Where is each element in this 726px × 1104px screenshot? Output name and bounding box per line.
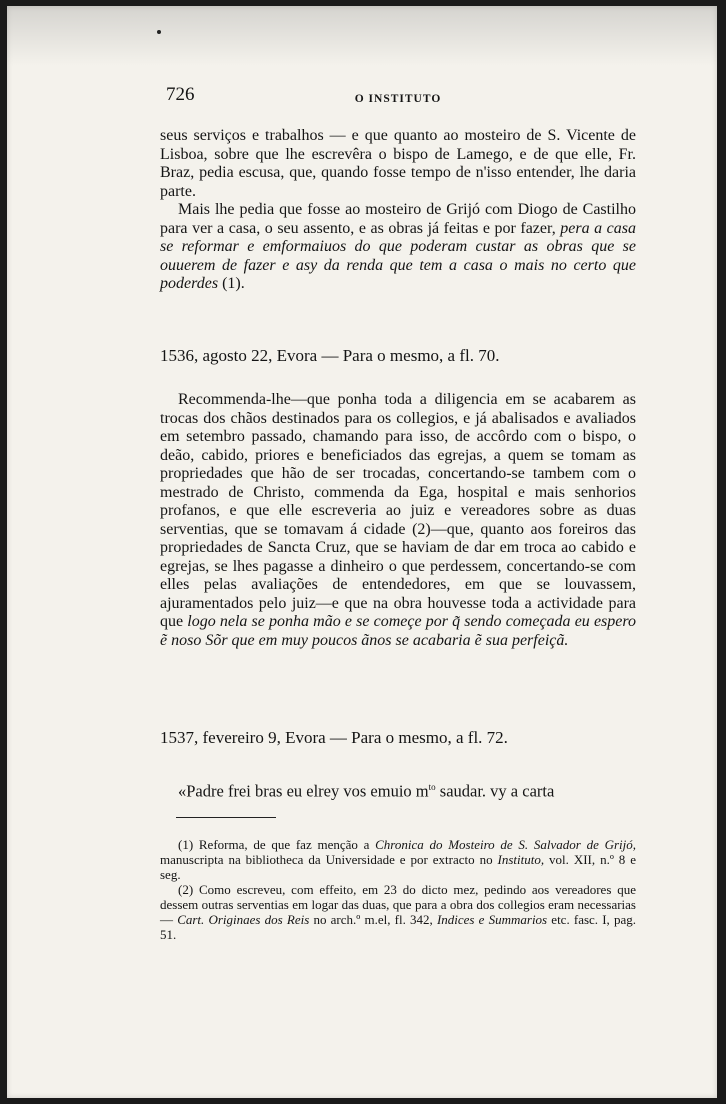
entry-heading-1536: 1536, agosto 22, Evora — Para o mesmo, a fl. 70.: [160, 346, 500, 365]
page-number: 726: [166, 84, 195, 105]
page-header: [160, 84, 636, 110]
entry-heading-1537: 1537, fevereiro 9, Evora — Para o mesmo, a fl. 72.: [160, 728, 508, 747]
footnote-2: [160, 882, 636, 942]
entry-1537-body: [160, 778, 636, 801]
footnote-1: [160, 837, 636, 882]
intro-section: [160, 127, 636, 294]
footnote-2-text-a: (2) Como escreveu, com effeito, em 23 do dicto mez, pedindo aos vereadores que dessem outras serventias em logar das duas, que para a obra dos collegios eram necessarias —: [160, 882, 636, 927]
letter-opening: [160, 778, 636, 801]
entry-1536-body: [160, 391, 636, 650]
paragraph-continued: seus serviços e trabalhos — e que quanto ao mosteiro de S. Vicente de Lisboa, sobre que lhe escrevêra o bispo de Lamego, e de que elle, Fr. Braz, pedia escusa, que, quando fosse tempo de n'isso entender, lhe daria parte.: [160, 127, 636, 200]
paragraph-recommenda-text: Recommenda-lhe—que ponha toda a diligencia em se acabarem as trocas dos chãos destinados para os collegios, e já abalisados e avaliados em setembro passado, chamando para isso, de accôrdo com o bispo, o deão, cabido, priores e beneficiados das egrejas, a quem se tomam as propriedades que hão de ser trocadas, concertando-se tambem com o mestrado de Christo, commenda da Ega, hospital e mais senhorios profanos, e que elle escreveria ao juiz e vereadores sobre as duas serventias, que se tomavam á cidade (2)—que, quanto aos foreiros das propriedades de Sancta Cruz, que se haviam de dar em troca ao cabido e egrejas, se lhes pagasse a dinheiro o que perdessem, concertando-se com elles pelas avaliações de entendedores, em que se louvassem, ajuramentados pelo juiz—e que na obra houvesse toda a actividade para que: [160, 391, 636, 630]
footnotes: [160, 837, 636, 942]
paragraph-grijo-text: Mais lhe pedia que fosse ao mosteiro de Grijó com Diogo de Castilho para ver a casa, o seu assento, e as obras já feitas e por fazer,: [160, 201, 636, 237]
page-edge-shadow: [7, 6, 717, 66]
footnote-1-text-a: (1) Reforma, de que faz menção a: [178, 837, 370, 852]
footnote-2-text-c: etc. fasc. I, pag. 51.: [160, 912, 637, 942]
footnote-2-index: Indices e Summarios: [436, 912, 548, 927]
footnote-1-text-c: vol. XII, n.º 8 e seg.: [160, 852, 636, 882]
footnote-1-journal: Instituto,: [497, 852, 545, 867]
letter-opening-start: «Padre frei bras eu elrey vos emuio m: [178, 781, 429, 801]
scanned-page: [7, 6, 717, 1098]
entry-1537: [160, 728, 636, 748]
footnote-2-text-b: no arch.º m.el, fl. 342,: [313, 912, 433, 927]
footnote-1-title: Chronica do Mosteiro de S. Salvador de Grijó,: [375, 837, 636, 852]
entry-1536: [160, 346, 636, 366]
paragraph-recommenda: [160, 391, 636, 650]
ink-speck: [157, 30, 161, 34]
paragraph-recommenda-quote: logo nela se ponha mão e se começe por q̃ sendo começada eu espero ẽ noso Sõr que em muy poucos ãnos se acabaria ẽ sua perfeiçã.: [160, 613, 637, 649]
footnote-separator: [176, 817, 276, 818]
running-head: O INSTITUTO: [354, 93, 442, 105]
letter-opening-end: saudar. vy a carta: [435, 781, 555, 801]
footnote-2-source: Cart. Originaes dos Reis: [177, 912, 310, 927]
footnote-1-text-b: manuscripta na bibliotheca da Universidade e por extracto no: [160, 852, 493, 867]
paragraph-grijo-quote: pera a casa se reformar e emformaiuos do que poderam custar as obras que se ouuerem de fazer e asy da renda que tem a casa o mais no certo que poderdes: [160, 219, 636, 292]
abbreviation-superscript: to: [428, 782, 436, 792]
paragraph-grijo: [160, 201, 636, 294]
footnote-ref-1: (1).: [222, 275, 245, 292]
